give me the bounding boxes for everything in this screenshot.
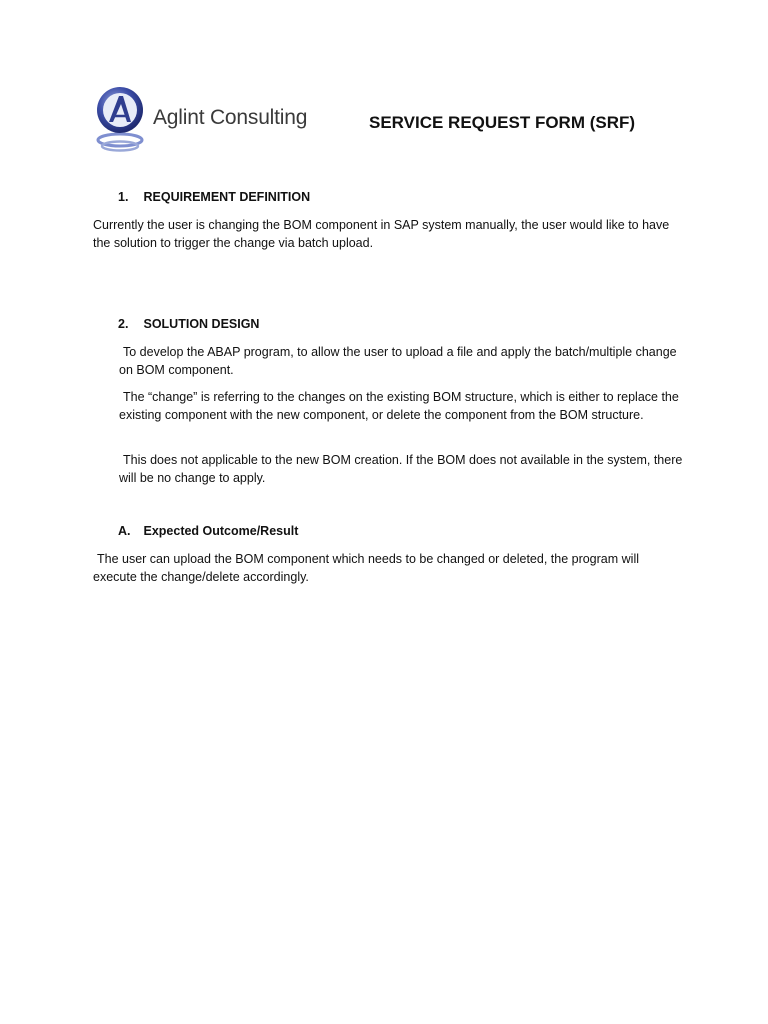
requirement-heading (118, 190, 310, 204)
company-name: Aglint Consulting (153, 106, 308, 129)
form-title: SERVICE REQUEST FORM (SRF) (369, 113, 636, 132)
solution-heading (118, 317, 259, 331)
outcome-number: A. (118, 524, 131, 538)
outcome-heading (118, 524, 298, 538)
outcome-title: Expected Outcome/Result (143, 524, 299, 538)
solution-paragraph-2: The “change” is referring to the changes on the existing BOM structure, which is either to replace the existing component with the new component, or delete the component from the BOM structure. (119, 390, 679, 422)
solution-title: SOLUTION DESIGN (143, 317, 260, 331)
company-logo (93, 86, 333, 152)
solution-number: 2. (118, 317, 129, 331)
requirement-number: 1. (118, 190, 129, 204)
requirement-title: REQUIREMENT DEFINITION (143, 190, 311, 204)
aglint-logo-icon (93, 86, 149, 152)
requirement-body: Currently the user is changing the BOM component in SAP system manually, the user would like to have the solution to trigger the change via batch upload. (93, 218, 670, 250)
solution-paragraph-3: This does not applicable to the new BOM creation. If the BOM does not available in the system, there will be no change to apply. (119, 453, 683, 485)
outcome-body: The user can upload the BOM component which needs to be changed or deleted, the program will execute the change/delete accordingly. (93, 552, 639, 584)
solution-paragraph-1: To develop the ABAP program, to allow the user to upload a file and apply the batch/multiple change on BOM component. (119, 345, 677, 377)
